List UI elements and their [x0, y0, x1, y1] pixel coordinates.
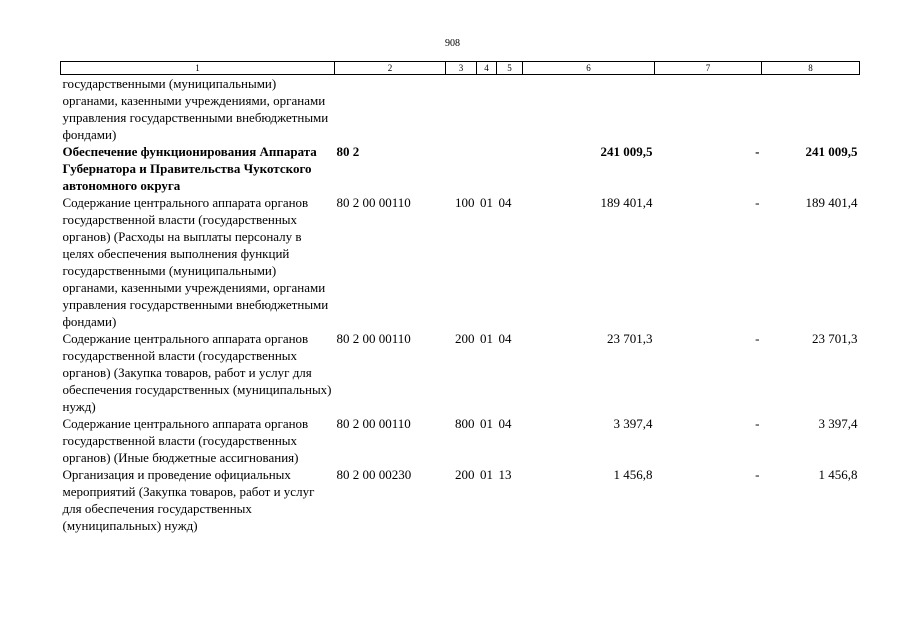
row-vr	[446, 75, 477, 144]
row-vr: 200	[455, 467, 475, 482]
row-sum-7: -	[755, 467, 760, 482]
row-sum-7	[655, 75, 762, 144]
column-header-7: 7	[655, 62, 762, 75]
row-sum-7: -	[755, 416, 760, 431]
row-sum-6: 3 397,4	[613, 416, 653, 431]
row-sum-6: 241 009,5	[600, 144, 653, 159]
column-header-1: 1	[61, 62, 335, 75]
row-code: 80 2 00 00230	[336, 467, 412, 482]
page-number: 908	[445, 38, 460, 49]
row-code	[335, 75, 446, 144]
column-header-5: 5	[497, 62, 523, 75]
row-name: Содержание центрального аппарата органов государственной власти (государственных органов) (Расходы на выплаты персоналу в целях обеспечения выполнения функций государственными (муниципальными) органами, казенными учреждениями, органами управления государственными внебюджетными фондами)	[62, 195, 329, 329]
row-sum-8: 3 397,4	[818, 416, 858, 431]
column-header-4: 4	[477, 62, 497, 75]
row-sum-6: 23 701,3	[607, 331, 653, 346]
row-vr	[446, 143, 477, 194]
row-vr: 100	[455, 195, 475, 210]
row-code: 80 2 00 00110	[336, 416, 411, 431]
row-sum-8: 23 701,3	[812, 331, 858, 346]
row-name: государственными (муниципальными) органами, казенными учреждениями, органами управления государственными внебюджетными фондами)	[62, 76, 329, 142]
row-rz: 01	[480, 467, 493, 482]
row-sum-8	[762, 75, 860, 144]
table-row	[61, 143, 860, 194]
row-rz: 01	[480, 416, 493, 431]
row-pr: 04	[498, 331, 512, 346]
budget-table	[60, 61, 860, 534]
row-rz: 01	[480, 195, 493, 210]
row-sum-7: -	[755, 144, 760, 159]
table-row	[61, 466, 860, 534]
row-vr: 200	[455, 331, 475, 346]
row-sum-8: 1 456,8	[818, 467, 858, 482]
row-rz	[477, 75, 497, 144]
row-vr: 800	[455, 416, 475, 431]
table-row	[61, 75, 860, 144]
row-pr: 04	[498, 416, 512, 431]
row-sum-6: 1 456,8	[613, 467, 653, 482]
row-name: Содержание центрального аппарата органов государственной власти (государственных органов) (Закупка товаров, работ и услуг для обеспечения государственных (муниципальных) нужд)	[62, 331, 332, 414]
table-row	[61, 330, 860, 415]
row-sum-7: -	[755, 195, 760, 210]
column-header-2: 2	[335, 62, 446, 75]
row-code: 80 2 00 00110	[336, 331, 411, 346]
column-header-3: 3	[446, 62, 477, 75]
row-name: Обеспечение функционирования Аппарата Губернатора и Правительства Чукотского автономного округа	[62, 144, 317, 193]
row-rz: 01	[480, 331, 493, 346]
column-number-header	[61, 62, 860, 75]
row-code: 80 2	[336, 144, 360, 159]
row-pr	[497, 75, 523, 144]
row-pr: 13	[498, 467, 512, 482]
row-code: 80 2 00 00110	[336, 195, 411, 210]
row-name: Организация и проведение официальных мероприятий (Закупка товаров, работ и услуг для обеспечения государственных (муниципальных) нужд)	[62, 467, 315, 533]
row-sum-7: -	[755, 331, 760, 346]
row-pr	[497, 143, 523, 194]
column-header-6: 6	[523, 62, 655, 75]
row-sum-8: 241 009,5	[805, 144, 858, 159]
row-sum-6: 189 401,4	[600, 195, 653, 210]
row-rz	[477, 143, 497, 194]
table-row	[61, 194, 860, 330]
row-sum-6	[523, 75, 655, 144]
row-sum-8: 189 401,4	[805, 195, 858, 210]
table-row	[61, 415, 860, 466]
column-header-8: 8	[762, 62, 860, 75]
row-pr: 04	[498, 195, 512, 210]
row-name: Содержание центрального аппарата органов государственной власти (государственных органов) (Иные бюджетные ассигнования)	[62, 416, 309, 465]
